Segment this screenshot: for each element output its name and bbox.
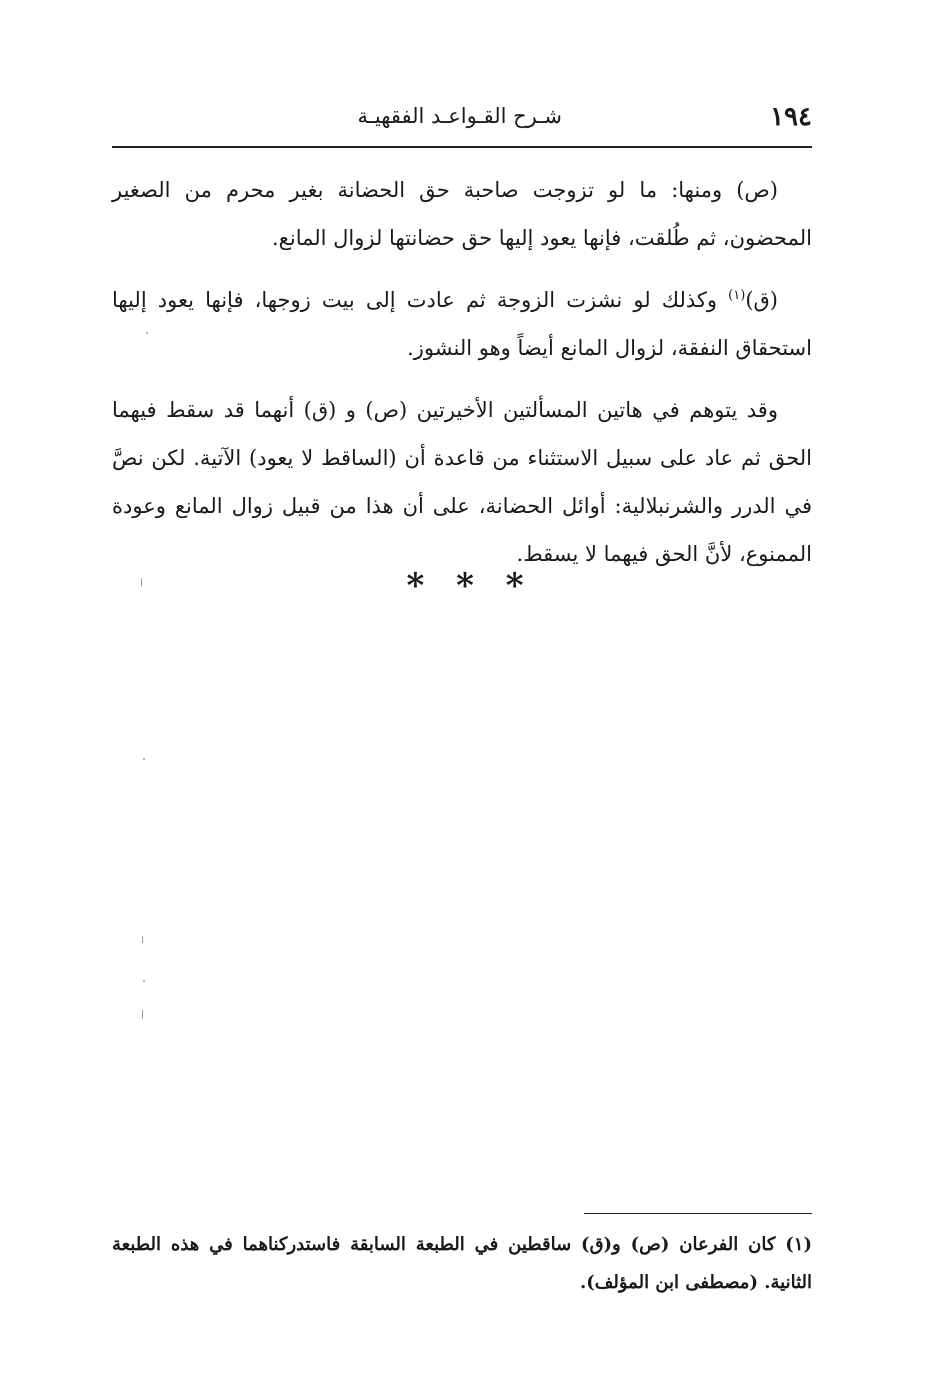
header-rule [112, 146, 812, 148]
scan-speck [141, 578, 142, 586]
paragraph-1: (ص) ومنها: ما لو تزوجت صاحبة حق الحضانة بغير محرم من الصغير المحضون، ثم طُلقت، فإنها يعود إليها حق حضانتها لزوال المانع. [112, 178, 812, 250]
footnote-reference[interactable]: (١) [728, 288, 746, 303]
main-text [112, 166, 812, 592]
paragraph-3: وقد يتوهم في هاتين المسألتين الأخيرتين (ص) و (ق) أنهما قد سقط فيهما الحق ثم عاد على سبيل الاستثناء من قاعدة أن (الساقط لا يعود) الآتية. لكن نصَّ في الدرر والشرنبلالية: أوائل الحضانة، على أن هذا من قبيل زوال المانع وعودة الممنوع، لأنَّ الحق فيهما لا يسقط. [112, 398, 812, 566]
paragraph-2-prefix: (ق) [745, 288, 778, 312]
scan-speck [142, 936, 143, 943]
scan-speck [146, 332, 148, 334]
footnote-text: (١) كان الفرعان (ص) و(ق) ساقطين في الطبعة السابقة فاستدركناهما في هذه الطبعة الثانية. (مصطفى ابن المؤلف). [112, 1234, 812, 1293]
paragraph-2 [112, 276, 812, 372]
footnote [112, 1226, 812, 1302]
scan-speck [143, 980, 145, 982]
section-separator: * * * [406, 566, 534, 606]
running-title: شـرح القـواعـد الفقهيـة [357, 104, 562, 128]
footnote-rule [584, 1213, 812, 1214]
page-header [112, 96, 812, 144]
page-number: ١٩٤ [770, 102, 812, 132]
paragraph-2-text: وكذلك لو نشزت الزوجة ثم عادت إلى بيت زوجها، فإنها يعود إليها استحقاق النفقة، لزوال المانع أيضاً وهو النشوز. [112, 288, 812, 360]
scan-speck [142, 1010, 143, 1019]
scan-speck [143, 758, 145, 760]
